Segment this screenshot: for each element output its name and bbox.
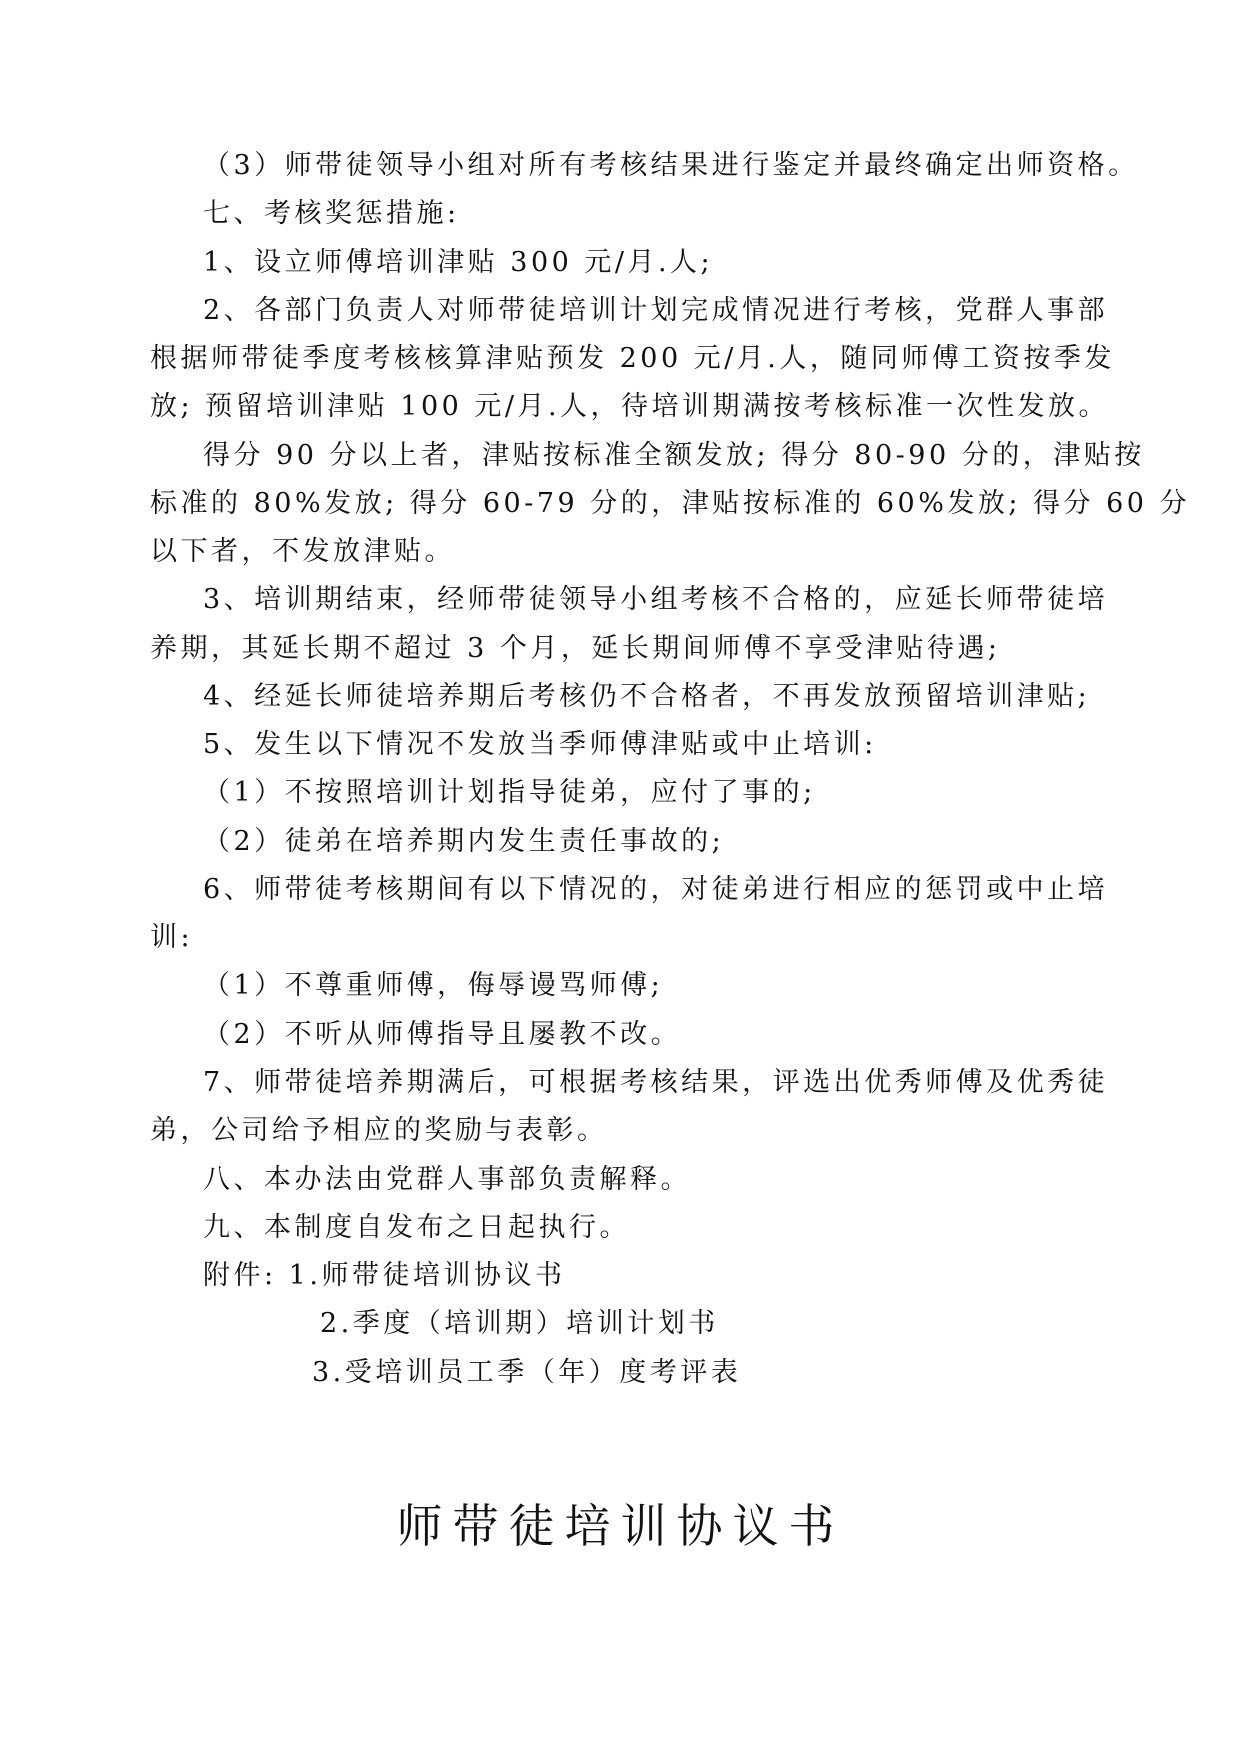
paragraph-line: 5、发生以下情况不发放当季师傅津贴或中止培训: <box>203 729 877 760</box>
paragraph-line: 弟，公司给予相应的奖励与表彰。 <box>150 1115 608 1146</box>
paragraph-line: 养期，其延长期不超过 3 个月，延长期间师傅不享受津贴待遇; <box>150 633 1001 664</box>
paragraph-line: （3）师带徒领导小组对所有考核结果进行鉴定并最终确定出师资格。 <box>203 150 1139 181</box>
list-item: （2）不听从师傅指导且屡教不改。 <box>203 1019 682 1050</box>
attachment-list-item: 3.受培训员工季（年）度考评表 <box>312 1357 742 1388</box>
section-heading: 八、本办法由党群人事部负责解释。 <box>203 1164 691 1195</box>
section-heading: 七、考核奖惩措施: <box>203 198 460 229</box>
paragraph-line: 以下者，不发放津贴。 <box>150 536 455 567</box>
list-item: （2）徒弟在培养期内发生责任事故的; <box>203 826 725 857</box>
paragraph-line: 标准的 80%发放; 得分 60-79 分的，津贴按标准的 60%发放; 得分 60 分 <box>150 488 1191 519</box>
list-item: （1）不尊重师傅，侮辱谩骂师傅; <box>203 970 664 1001</box>
paragraph-line: 放; 预留培训津贴 100 元/月.人，待培训期满按考核标准一次性发放。 <box>150 391 1110 422</box>
paragraph-line: 2、各部门负责人对师带徒培训计划完成情况进行考核，党群人事部 <box>203 295 1109 326</box>
attachment-list-item: 2.季度（培训期）培训计划书 <box>320 1308 719 1339</box>
paragraph-line: 7、师带徒培养期满后，可根据考核结果，评选出优秀师傅及优秀徒 <box>203 1067 1109 1098</box>
next-document-title: 师带徒培训协议书 <box>396 1499 845 1553</box>
paragraph-line: 得分 90 分以上者，津贴按标准全额发放; 得分 80-90 分的，津贴按 <box>203 440 1145 471</box>
paragraph-line: 训: <box>150 922 194 953</box>
paragraph-line: 4、经延长师徒培养期后考核仍不合格者，不再发放预留培训津贴; <box>203 681 1091 712</box>
attachment-list-item: 附件: 1.师带徒培训协议书 <box>203 1260 566 1291</box>
paragraph-line: 6、师带徒考核期间有以下情况的，对徒弟进行相应的惩罚或中止培 <box>203 874 1109 905</box>
section-heading: 九、本制度自发布之日起执行。 <box>203 1212 630 1243</box>
paragraph-line: 1、设立师傅培训津贴 300 元/月.人; <box>203 247 714 278</box>
paragraph-line: 根据师带徒季度考核核算津贴预发 200 元/月.人，随同师傅工资按季发 <box>150 343 1115 374</box>
paragraph-line: 3、培训期结束，经师带徒领导小组考核不合格的，应延长师带徒培 <box>203 584 1109 615</box>
list-item: （1）不按照培训计划指导徒弟，应付了事的; <box>203 777 816 808</box>
